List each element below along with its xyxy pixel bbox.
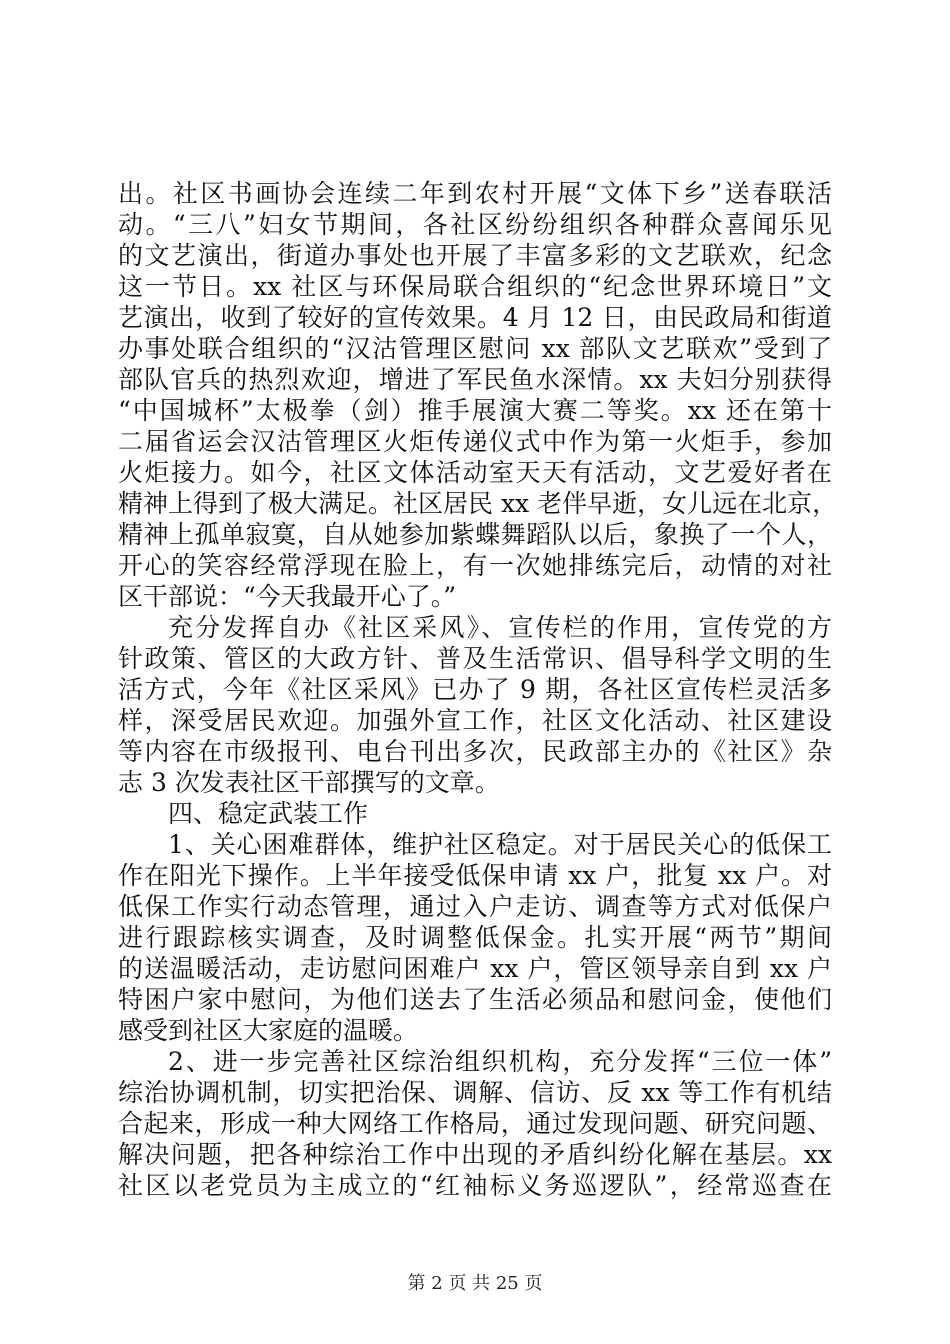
text-line: 办事处联合组织的“汉沽管理区慰问 xx 部队文艺联欢”受到了 (118, 334, 832, 363)
text-line: 这一节日。xx 社区与环保局联合组织的“纪念世界环境日”文 (118, 272, 832, 301)
text-line: 低保工作实行动态管理，通过入户走访、调查等方式对低保户 (118, 892, 832, 921)
text-line: 开心的笑容经常浮现在脸上，有一次她排练完后，动情的对社 (118, 551, 832, 580)
text-line: 充分发挥自办《社区采风》、宣传栏的作用，宣传党的方 (168, 613, 832, 642)
text-line: 样，深受居民欢迎。加强外宣工作，社区文化活动、社区建设 (118, 706, 832, 735)
text-line: 区干部说：“今天我最开心了。” (118, 582, 457, 611)
text-line: 出。社区书画协会连续二年到农村开展“文体下乡”送春联活 (118, 179, 832, 208)
text-line: 动。“三八”妇女节期间，各社区纷纷组织各种群众喜闻乐见 (118, 210, 832, 239)
text-line: 1、关心困难群体，维护社区稳定。对于居民关心的低保工 (168, 830, 832, 859)
text-line: 综治协调机制，切实把治保、调解、信访、反 xx 等工作有机结 (118, 1078, 832, 1107)
text-line: 四、稳定武装工作 (168, 799, 369, 828)
text-line: 社区以老党员为主成立的“红袖标义务巡逻队”，经常巡查在 (118, 1171, 832, 1200)
text-line: 合起来，形成一种大网络工作格局，通过发现问题、研究问题、 (118, 1109, 832, 1138)
page-footer (0, 1272, 950, 1296)
text-line: 志 3 次发表社区干部撰写的文章。 (118, 768, 500, 797)
text-line: 的送温暖活动，走访慰问困难户 xx 户，管区领导亲自到 xx 户 (118, 954, 832, 983)
page-number-label: 第 2 页 共 25 页 (407, 1273, 543, 1294)
text-line: 火炬接力。如今，社区文体活动室天天有活动，文艺爱好者在 (118, 458, 832, 487)
text-line: 精神上孤单寂寞，自从她参加紫蝶舞蹈队以后，象换了一个人， (118, 520, 832, 549)
text-line: 作在阳光下操作。上半年接受低保申请 xx 户，批复 xx 户。对 (118, 861, 832, 890)
text-line: 特困户家中慰问，为他们送去了生活必须品和慰问金，使他们 (118, 985, 832, 1014)
document-body (118, 178, 838, 1201)
text-line: 解决问题，把各种综治工作中出现的矛盾纠纷化解在基层。xx (118, 1140, 832, 1169)
text-line: 部队官兵的热烈欢迎，增进了军民鱼水深情。xx 夫妇分别获得 (118, 365, 832, 394)
text-line: 精神上得到了极大满足。社区居民 xx 老伴早逝，女儿远在北京， (118, 489, 838, 518)
text-line: 等内容在市级报刊、电台刊出多次，民政部主办的《社区》杂 (118, 737, 832, 766)
text-line: 艺演出，收到了较好的宣传效果。4 月 12 日，由民政局和街道 (118, 303, 832, 332)
text-line: 二届省运会汉沽管理区火炬传递仪式中作为第一火炬手，参加 (118, 427, 832, 456)
text-line: 进行跟踪核实调查，及时调整低保金。扎实开展“两节”期间 (118, 923, 832, 952)
text-line: 的文艺演出，街道办事处也开展了丰富多彩的文艺联欢，纪念 (118, 241, 832, 270)
text-line: 2、进一步完善社区综治组织机构，充分发挥“三位一体” (168, 1047, 832, 1076)
text-line: 活方式，今年《社区采风》已办了 9 期，各社区宣传栏灵活多 (118, 675, 832, 704)
text-line: 感受到社区大家庭的温暖。 (118, 1016, 419, 1045)
text-line: 针政策、管区的大政方针、普及生活常识、倡导科学文明的生 (118, 644, 832, 673)
text-line: “中国城杯”太极拳（剑）推手展演大赛二等奖。xx 还在第十 (118, 396, 832, 425)
